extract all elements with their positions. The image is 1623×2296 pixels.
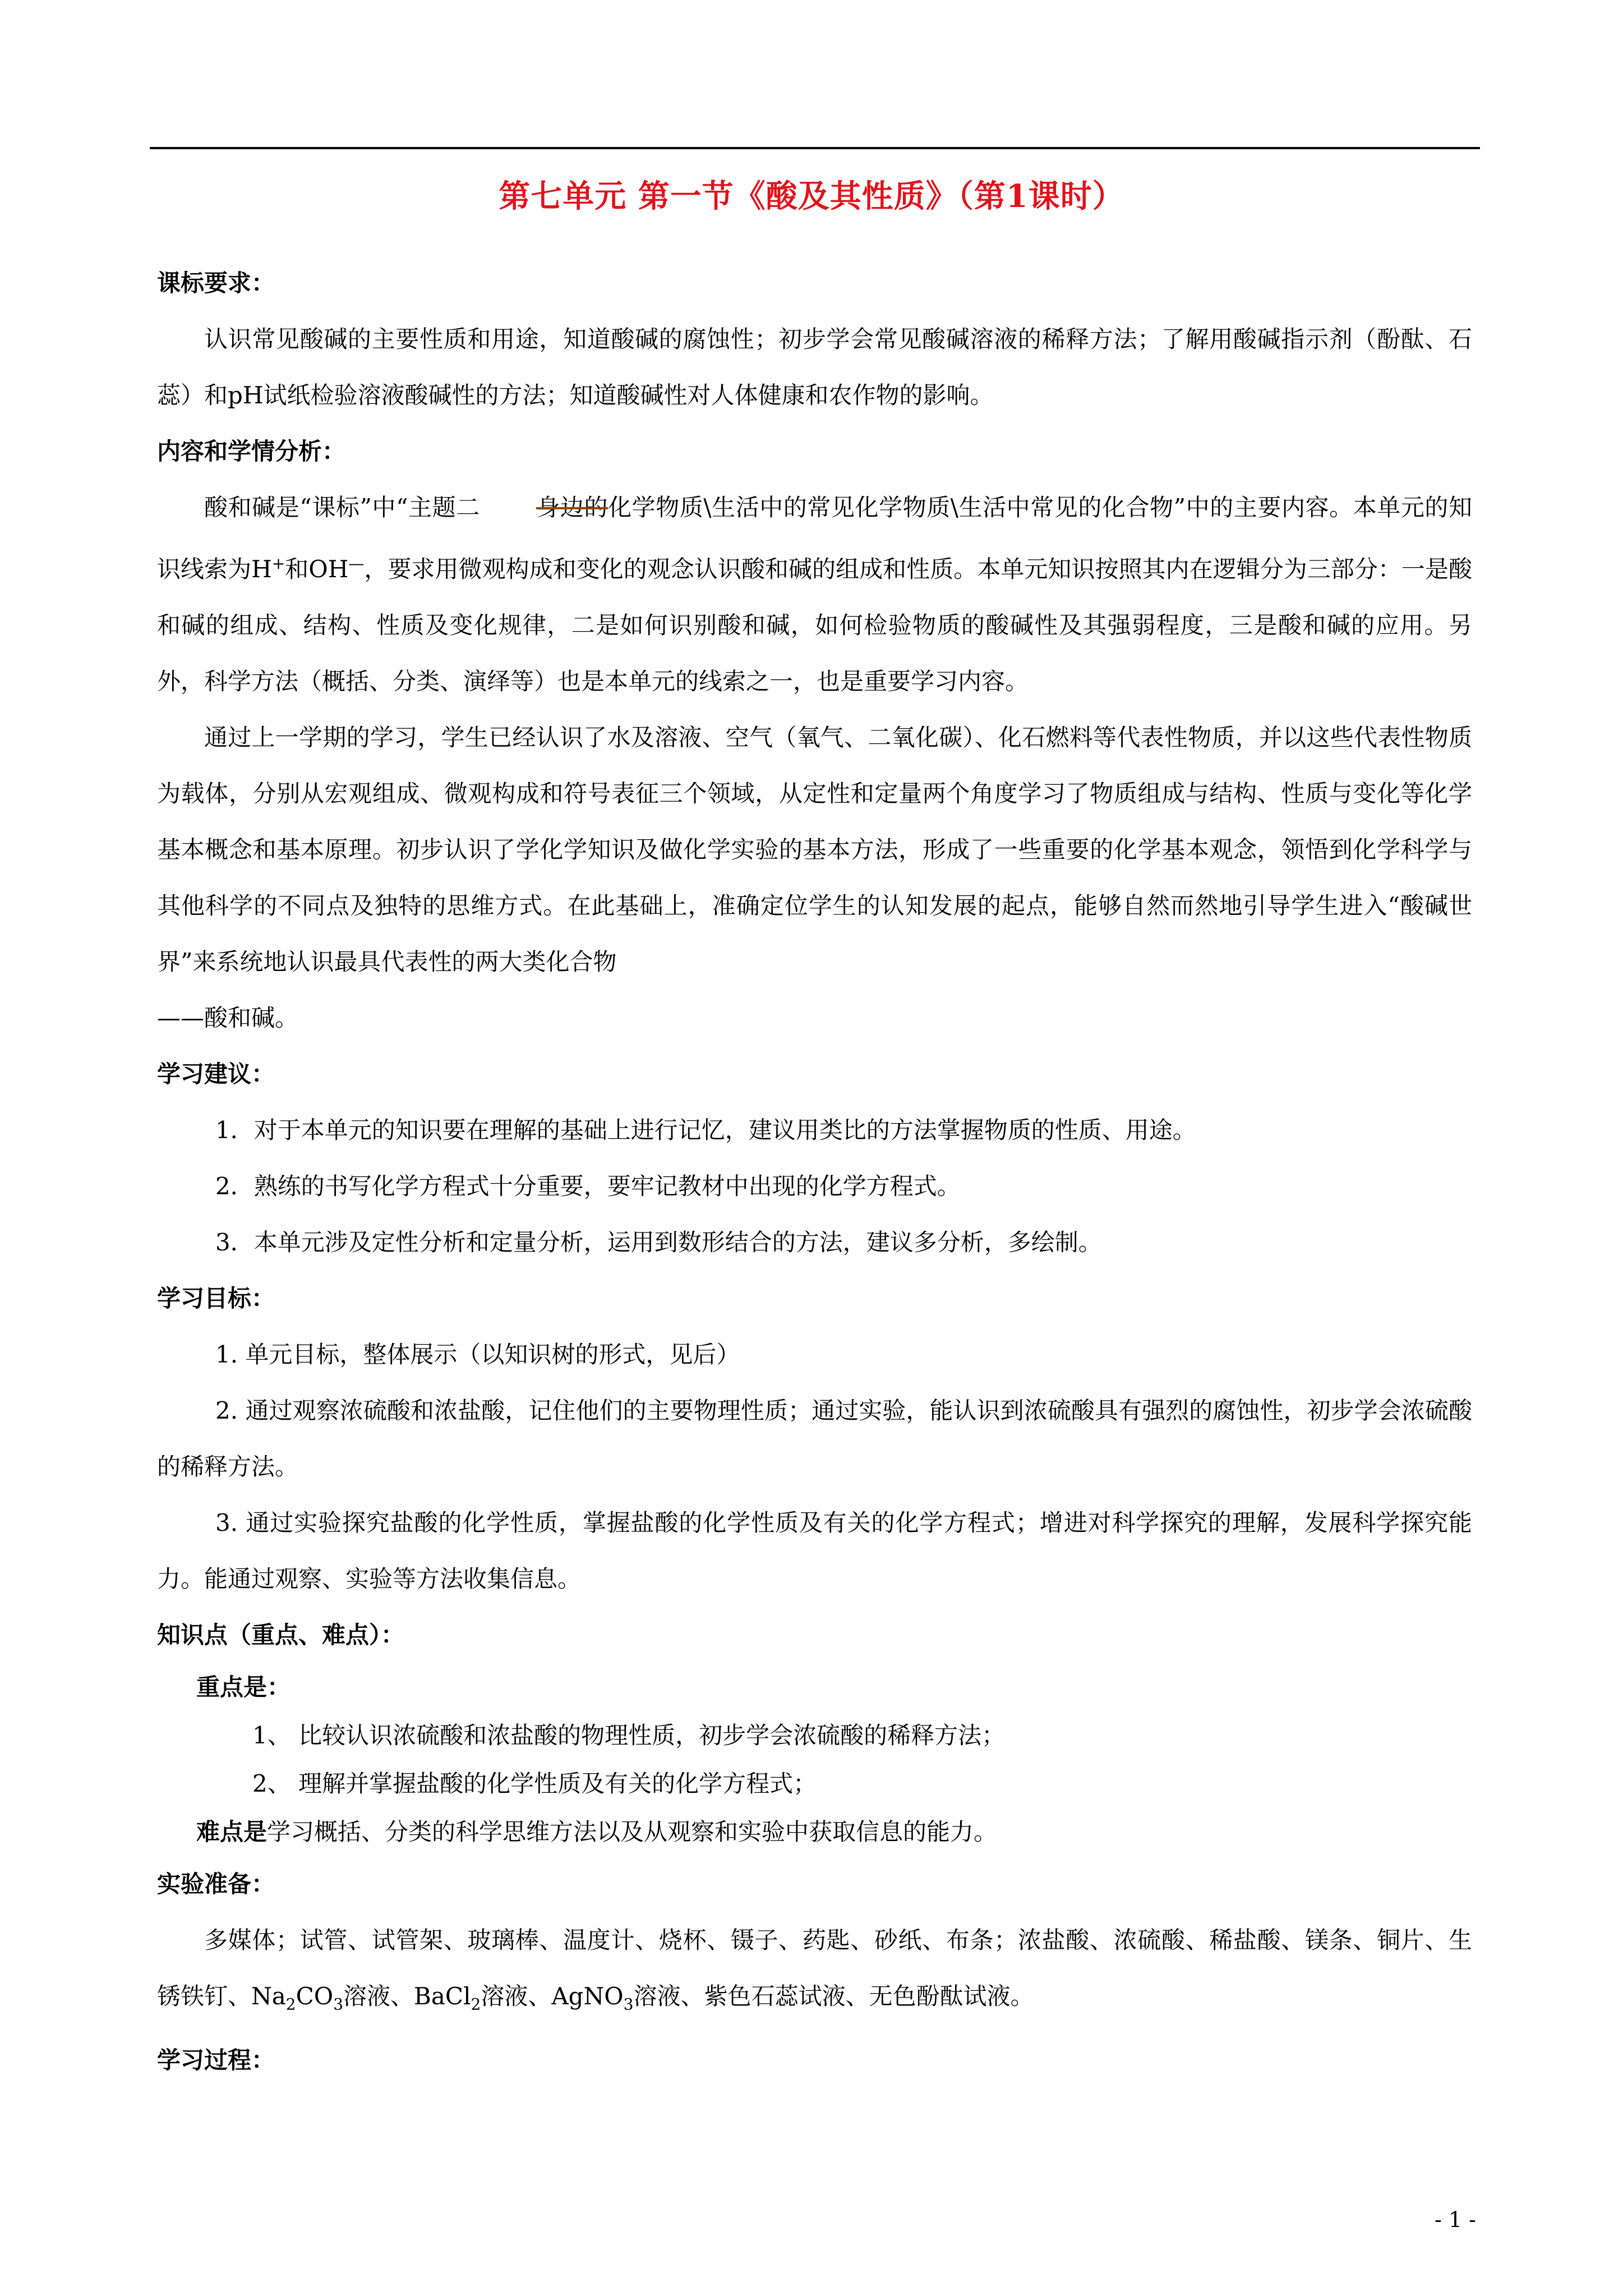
materials-text: CO bbox=[296, 1982, 334, 2010]
analysis-paragraph-2: 通过上一学期的学习，学生已经认识了水及溶液、空气（氧气、二氧化碳）、化石燃料等代表性物质，并以这些代表性物质为载体，分别从宏观组成、微观构成和符号表征三个领域，从定性和定量两个角度学习了物质组成与结构、性质与变化等化学基本概念和基本原理。初步认识了学化学知识及做化学实验的基本方法，形成了一些重要的化学基本观念，领悟到化学科学与其他科学的不同点及独特的思维方式。在此基础上，准确定位学生的认知发展的起点，能够自然而然地引导学生进入“酸碱世界”来系统地认识最具代表性的两大类化合物 bbox=[157, 724, 1472, 976]
materials-text: 溶液、BaCl bbox=[343, 1982, 471, 2010]
analysis-text-b: 化学物质\生活中的常见化学物质\生活中常见的化合物”中的主要内容。本单元的知识线索为H bbox=[157, 494, 1472, 583]
materials-text: 多媒体；试管、试管架、玻璃棒、温度计、烧杯、镊子、药匙、砂纸、布条；浓盐酸、浓硫酸、稀盐酸、镁条、铜片、生锈铁钉、Na bbox=[157, 1926, 1472, 2010]
page-number: - 1 - bbox=[1434, 2207, 1476, 2232]
key-points-label: 重点是： bbox=[196, 1673, 291, 1701]
subscript: 2 bbox=[285, 1995, 296, 2014]
objective-item: 2. 通过观察浓硫酸和浓盐酸，记住他们的主要物理性质；通过实验，能认识到浓硫酸具有强烈的腐蚀性，初步学会浓硫酸的稀释方法。 bbox=[157, 1397, 1472, 1480]
section-heading-curriculum: 课标要求： bbox=[157, 269, 275, 297]
header-rule bbox=[150, 147, 1480, 149]
strikethrough-text: 身边的 bbox=[536, 494, 608, 521]
suggestion-item: 2．熟练的书写化学方程式十分重要，要牢记教材中出现的化学方程式。 bbox=[215, 1172, 961, 1200]
key-point-item: 2、 理解并掌握盐酸的化学性质及有关的化学方程式； bbox=[252, 1770, 817, 1797]
suggestion-item: 3．本单元涉及定性分析和定量分析，运用到数形结合的方法，建议多分析，多绘制。 bbox=[215, 1228, 1102, 1256]
difficulty-line bbox=[157, 1808, 1472, 1856]
analysis-text-c: 和OH bbox=[285, 555, 349, 583]
materials-text: 溶液、AgNO bbox=[481, 1982, 624, 2010]
difficulty-text: 学习概括、分类的科学思维方法以及从观察和实验中获取信息的能力。 bbox=[267, 1818, 998, 1846]
section-heading-objectives: 学习目标： bbox=[157, 1285, 275, 1312]
section-heading-analysis: 内容和学情分析： bbox=[157, 438, 346, 465]
analysis-paragraph-3: ——酸和碱。 bbox=[157, 1004, 299, 1032]
difficulty-label: 难点是 bbox=[196, 1818, 268, 1846]
superscript-minus: — bbox=[348, 554, 365, 573]
subscript: 3 bbox=[623, 1995, 634, 2014]
page-title: 第七单元 第一节《酸及其性质》（第1课时） bbox=[499, 178, 1124, 215]
materials-paragraph bbox=[157, 1912, 1472, 2032]
suggestion-item: 1．对于本单元的知识要在理解的基础上进行记忆，建议用类比的方法掌握物质的性质、用途。 bbox=[215, 1116, 1196, 1144]
subscript: 2 bbox=[471, 1995, 481, 2014]
section-heading-key-points: 知识点（重点、难点）： bbox=[157, 1621, 405, 1649]
section-heading-process: 学习过程： bbox=[157, 2046, 275, 2074]
key-point-item: 1、 比较认识浓硫酸和浓盐酸的物理性质，初步学会浓硫酸的稀释方法； bbox=[252, 1722, 1006, 1749]
materials-text: 溶液、紫色石蕊试液、无色酚酞试液。 bbox=[633, 1982, 1034, 2010]
objective-item: 3. 通过实验探究盐酸的化学性质，掌握盐酸的化学性质及有关的化学方程式；增进对科学探究的理解，发展科学探究能力。能通过观察、实验等方法收集信息。 bbox=[157, 1509, 1472, 1593]
section-heading-materials: 实验准备： bbox=[157, 1870, 275, 1898]
analysis-paragraph-1 bbox=[157, 480, 1472, 710]
objective-item: 1. 单元目标，整体展示（以知识树的形式，见后） bbox=[215, 1341, 740, 1368]
analysis-text-a: 酸和碱是“课标”中“主题二 bbox=[204, 494, 480, 521]
curriculum-paragraph: 认识常见酸碱的主要性质和用途，知道酸碱的腐蚀性；初步学会常见酸碱溶液的稀释方法；了解用酸碱指示剂（酚酞、石蕊）和pH试纸检验溶液酸碱性的方法；知道酸碱性对人体健康和农作物的影响。 bbox=[157, 325, 1472, 409]
document-body bbox=[157, 255, 1472, 2088]
analysis-text-d: ，要求用微观构成和变化的观念认识酸和碱的组成和性质。本单元知识按照其内在逻辑分为三部分：一是酸和碱的组成、结构、性质及变化规律，二是如何识别酸和碱，如何检验物质的酸碱性及其强弱程度，三是酸和碱的应用。另外，科学方法（概括、分类、演绎等）也是本单元的线索之一，也是重要学习内容。 bbox=[157, 555, 1472, 695]
subscript: 3 bbox=[333, 1995, 344, 2014]
section-heading-suggestions: 学习建议： bbox=[157, 1060, 275, 1088]
superscript-plus: + bbox=[271, 554, 285, 573]
